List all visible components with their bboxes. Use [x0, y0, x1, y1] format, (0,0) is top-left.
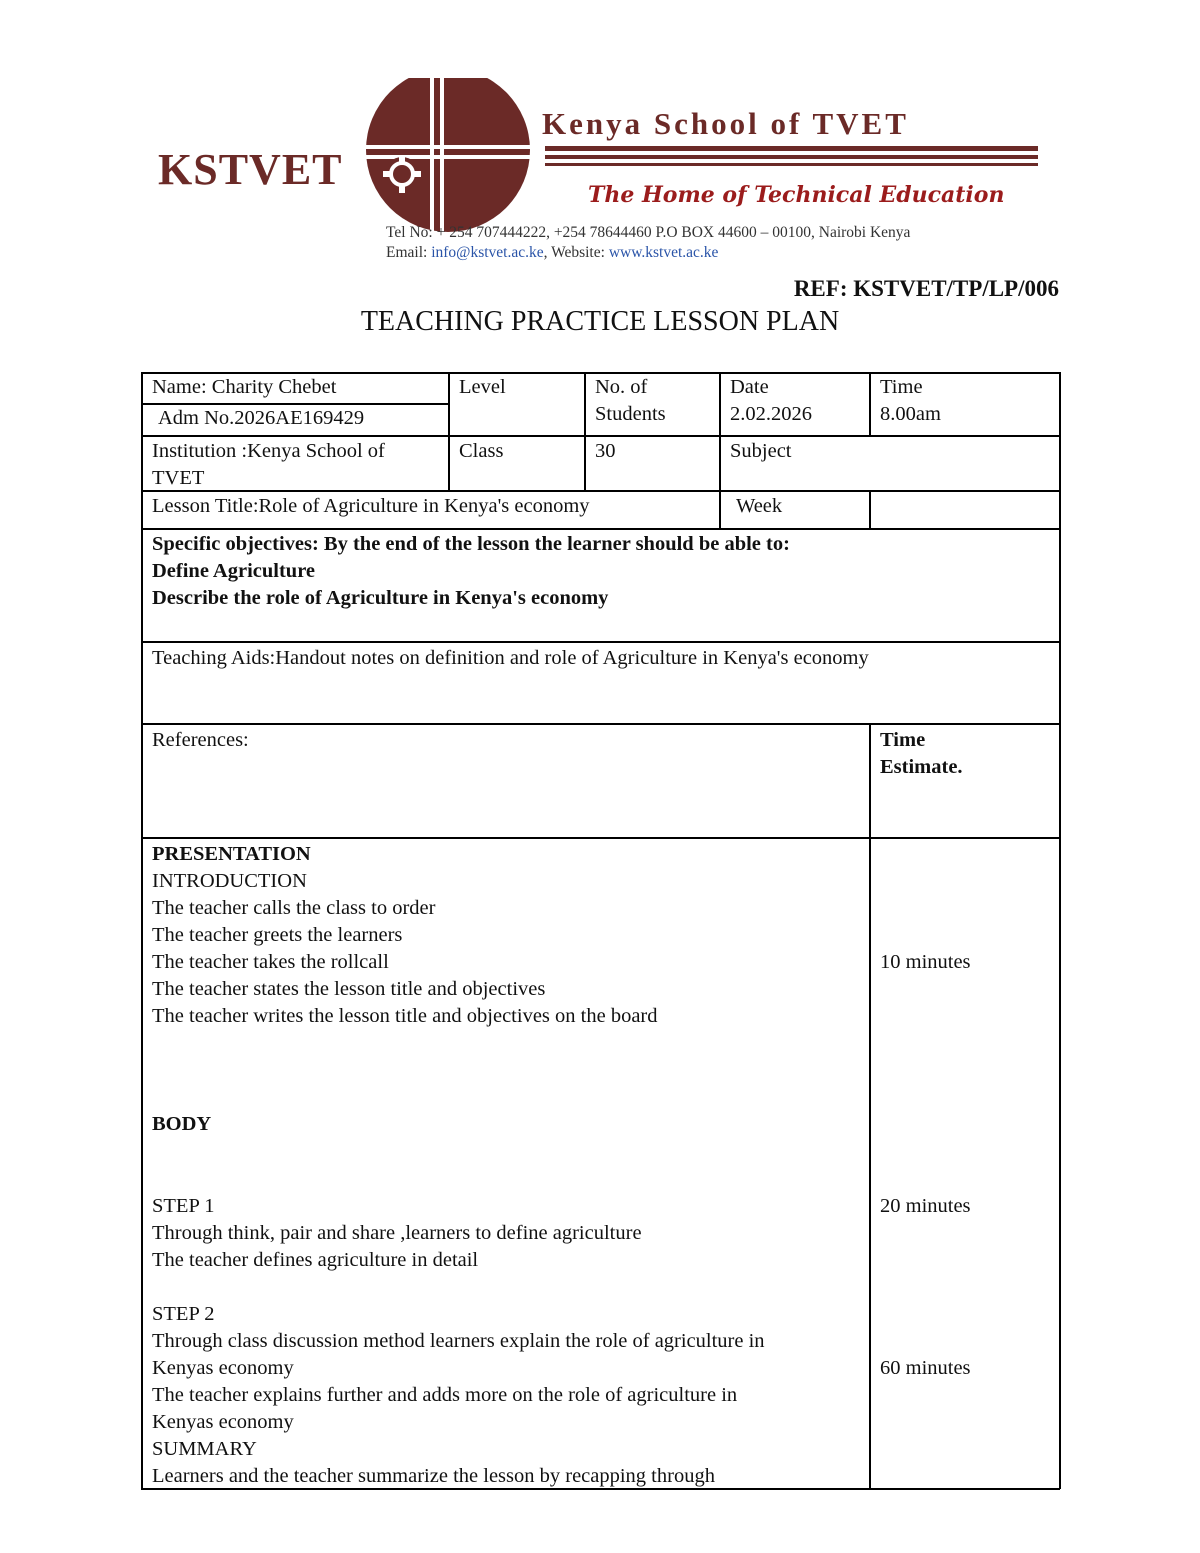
objective-item: Define Agriculture — [152, 560, 316, 582]
objective-item: Describe the role of Agriculture in Kenya's economy — [152, 587, 609, 609]
summary-line: Learners and the teacher summarize the lesson by recapping through — [152, 1465, 715, 1487]
document-title: TEACHING PRACTICE LESSON PLAN — [360, 306, 840, 337]
subject-label: Subject — [730, 440, 792, 462]
step2-line: Through class discussion method learners explain the role of agriculture in — [152, 1330, 765, 1352]
email-label: Email: — [386, 244, 428, 261]
intro-line: The teacher calls the class to order — [152, 897, 436, 919]
emblem-icon — [366, 78, 530, 232]
body-heading: BODY — [152, 1113, 212, 1135]
introduction-heading: INTRODUCTION — [152, 870, 307, 892]
summary-heading: SUMMARY — [152, 1438, 257, 1460]
presentation-heading: PRESENTATION — [152, 843, 311, 865]
class-label: Class — [459, 440, 504, 462]
step1-line: Through think, pair and share ,learners to define agriculture — [152, 1222, 642, 1244]
lesson-title: Lesson Title:Role of Agriculture in Kenya's economy — [152, 495, 590, 517]
time-estimate-heading-line1: Time — [880, 729, 926, 751]
step2-line: Kenyas economy — [152, 1411, 294, 1433]
contact-phone-address: Tel No: + 254 707444222, +254 78644460 P.O BOX 44600 – 00100, Nairobi Kenya — [386, 224, 911, 241]
document-reference: REF: KSTVET/TP/LP/006 — [793, 276, 1059, 301]
institution-line2: TVET — [152, 467, 205, 489]
intro-time: 10 minutes — [880, 951, 971, 973]
intro-line: The teacher states the lesson title and objectives — [152, 978, 546, 1000]
students-label-line1: No. of — [595, 376, 648, 398]
step2-heading: STEP 2 — [152, 1303, 215, 1325]
admission-number: Adm No.2026AE169429 — [158, 407, 365, 429]
email-link[interactable]: info@kstvet.ac.ke — [431, 244, 544, 261]
week-label: Week — [736, 495, 783, 517]
step2-line: Kenyas economy — [152, 1357, 294, 1379]
step2-line: The teacher explains further and adds more on the role of agriculture in — [152, 1384, 738, 1406]
intro-line: The teacher greets the learners — [152, 924, 403, 946]
date-value: 2.02.2026 — [730, 403, 812, 425]
teaching-aids: Teaching Aids:Handout notes on definition and role of Agriculture in Kenya's economy — [152, 647, 869, 669]
intro-line: The teacher takes the rollcall — [152, 951, 389, 973]
website-label: , Website: — [543, 244, 605, 261]
class-value: 30 — [595, 440, 616, 462]
website-link[interactable]: www.kstvet.ac.ke — [608, 244, 719, 261]
step1-section — [152, 1193, 642, 1274]
step1-time: 20 minutes — [880, 1195, 971, 1217]
students-label-line2: Students — [595, 403, 666, 425]
date-label: Date — [730, 376, 769, 398]
institution-line1: Institution :Kenya School of — [152, 440, 385, 462]
time-value: 8.00am — [880, 403, 941, 425]
contact-email-website — [386, 244, 718, 262]
step2-time: 60 minutes — [880, 1357, 971, 1379]
intro-line: The teacher writes the lesson title and objectives on the board — [152, 1005, 658, 1027]
step2-section — [152, 1301, 765, 1490]
school-motto: The Home of Technical Education — [588, 182, 1005, 208]
objectives-heading: Specific objectives: By the end of the lesson the learner should be able to: — [152, 533, 790, 555]
presentation-section — [152, 841, 658, 1030]
student-name: Name: Charity Chebet — [152, 376, 337, 398]
school-name: Kenya School of TVET — [542, 106, 909, 141]
logo-wordmark: KSTVET — [158, 145, 343, 194]
step1-heading: STEP 1 — [152, 1195, 215, 1217]
step1-line: The teacher defines agriculture in detail — [152, 1249, 479, 1271]
time-estimate-heading-line2: Estimate. — [880, 756, 963, 778]
time-label: Time — [880, 376, 923, 398]
references-label: References: — [152, 729, 249, 751]
level-label: Level — [459, 376, 506, 398]
